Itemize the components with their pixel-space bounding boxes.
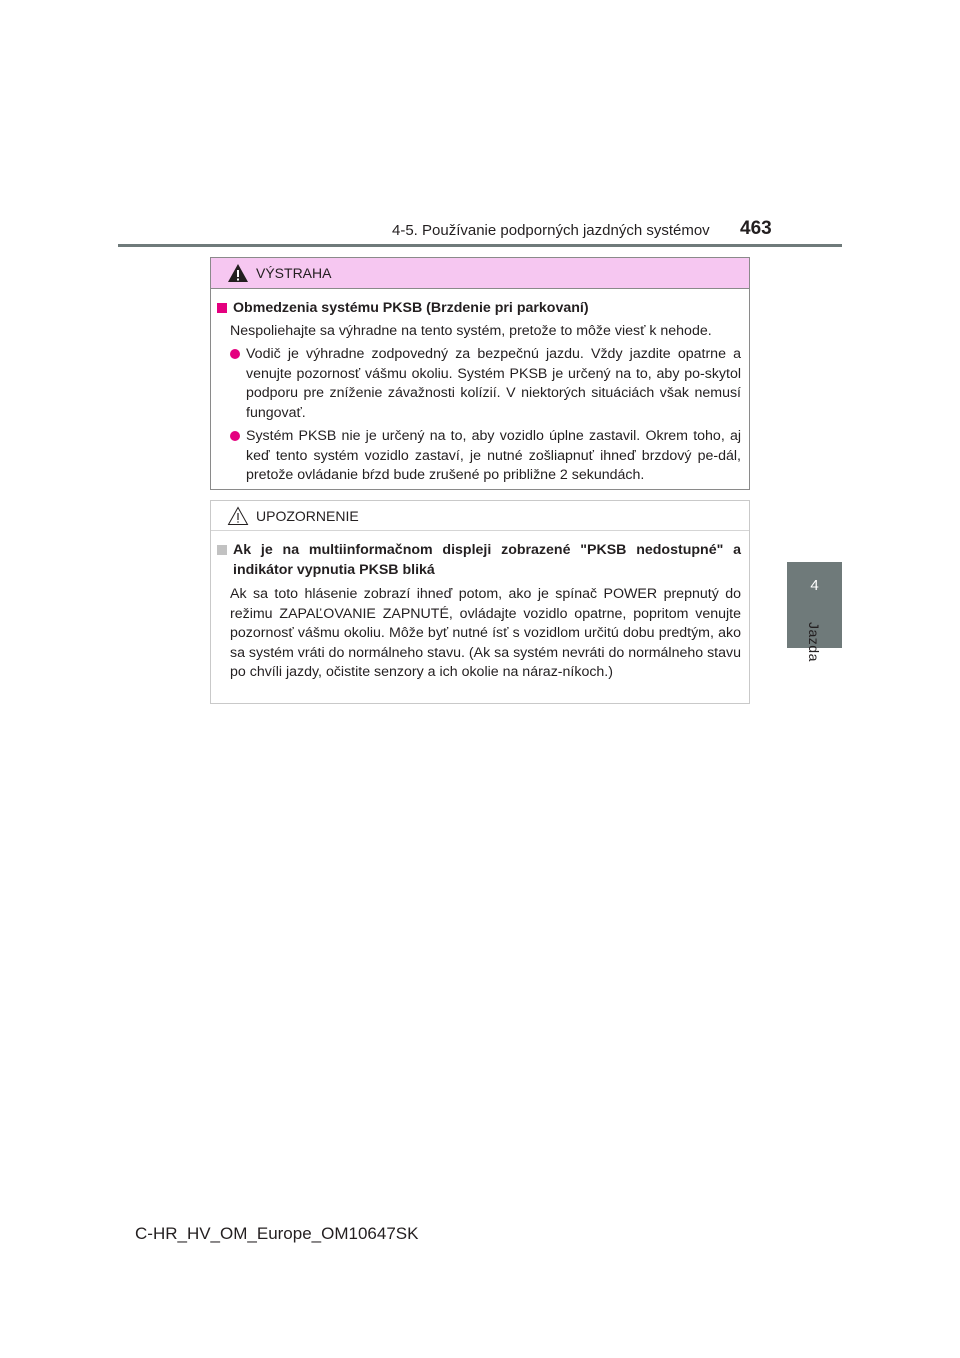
circle-bullet-icon (230, 349, 240, 359)
section-title: 4-5. Používanie podporných jazdných systémov (392, 222, 710, 239)
caution-header (211, 501, 749, 531)
caution-text: Ak sa toto hlásenie zobrazí ihneď potom, ako je spínač POWER prepnutý do režimu ZAPAĽOVANIE ZAPNUTÉ, ovládajte vozidlo opatrne, popritom venujte pozornosť vášmu okoliu. Môže byť nutné ísť s vozidlom určitú dobu predtým, ako sa systém vráti do normálneho stavu. (Ak sa systém nevráti do normálneho stavu po chvíli jazdy, očistite senzory a ich okolie na náraz-níkoch.) (230, 586, 741, 680)
warning-heading-text: Obmedzenia systému PKSB (Brzdenie pri parkovaní) (233, 300, 589, 316)
chapter-label: Jazda (806, 622, 822, 662)
caution-title: UPOZORNENIE (256, 507, 359, 524)
square-bullet-icon (217, 545, 227, 555)
caution-heading (217, 541, 741, 580)
list-item (217, 345, 741, 423)
circle-bullet-icon (230, 431, 240, 441)
warning-heading (217, 299, 741, 319)
warning-header (211, 258, 749, 289)
warning-title: VÝSTRAHA (256, 265, 332, 281)
list-item-text: Systém PKSB nie je určený na to, aby vozidlo úplne zastavil. Okrem toho, aj keď tento systém vozidlo zastaví, je nutné zošliapnuť ihneď brzdový pe-dál, pretože ovládanie bŕzd bude zrušené po približne 2 sekundách. (246, 428, 741, 483)
warning-intro: Nespoliehajte sa výhradne na tento systém, pretože to môže viesť k nehode. (230, 322, 712, 339)
list-item-text: Vodič je výhradne zodpovedný za bezpečnú jazdu. Vždy jazdite opatrne a venujte pozornosť vášmu okoliu. Systém PKSB je určený na to, aby po-skytol podporu pre zníženie závažnosti kolízií. V niektorých situáciách však nemusí fungovať. (246, 346, 741, 421)
caution-box (210, 500, 750, 704)
header-divider (118, 244, 842, 247)
chapter-number: 4 (810, 577, 819, 594)
warning-box (210, 257, 750, 490)
page-number: 463 (740, 218, 772, 239)
caution-heading-text: Ak je na multiinformačnom displeji zobrazené "PKSB nedostupné" a indikátor vypnutia PKSB bliká (233, 542, 741, 578)
document-code: C-HR_HV_OM_Europe_OM10647SK (135, 1224, 419, 1243)
warning-triangle-icon (227, 263, 249, 283)
caution-body (211, 531, 749, 683)
list-item (217, 427, 741, 486)
warning-body (211, 289, 749, 486)
caution-triangle-icon (227, 506, 249, 526)
square-bullet-icon (217, 303, 227, 313)
